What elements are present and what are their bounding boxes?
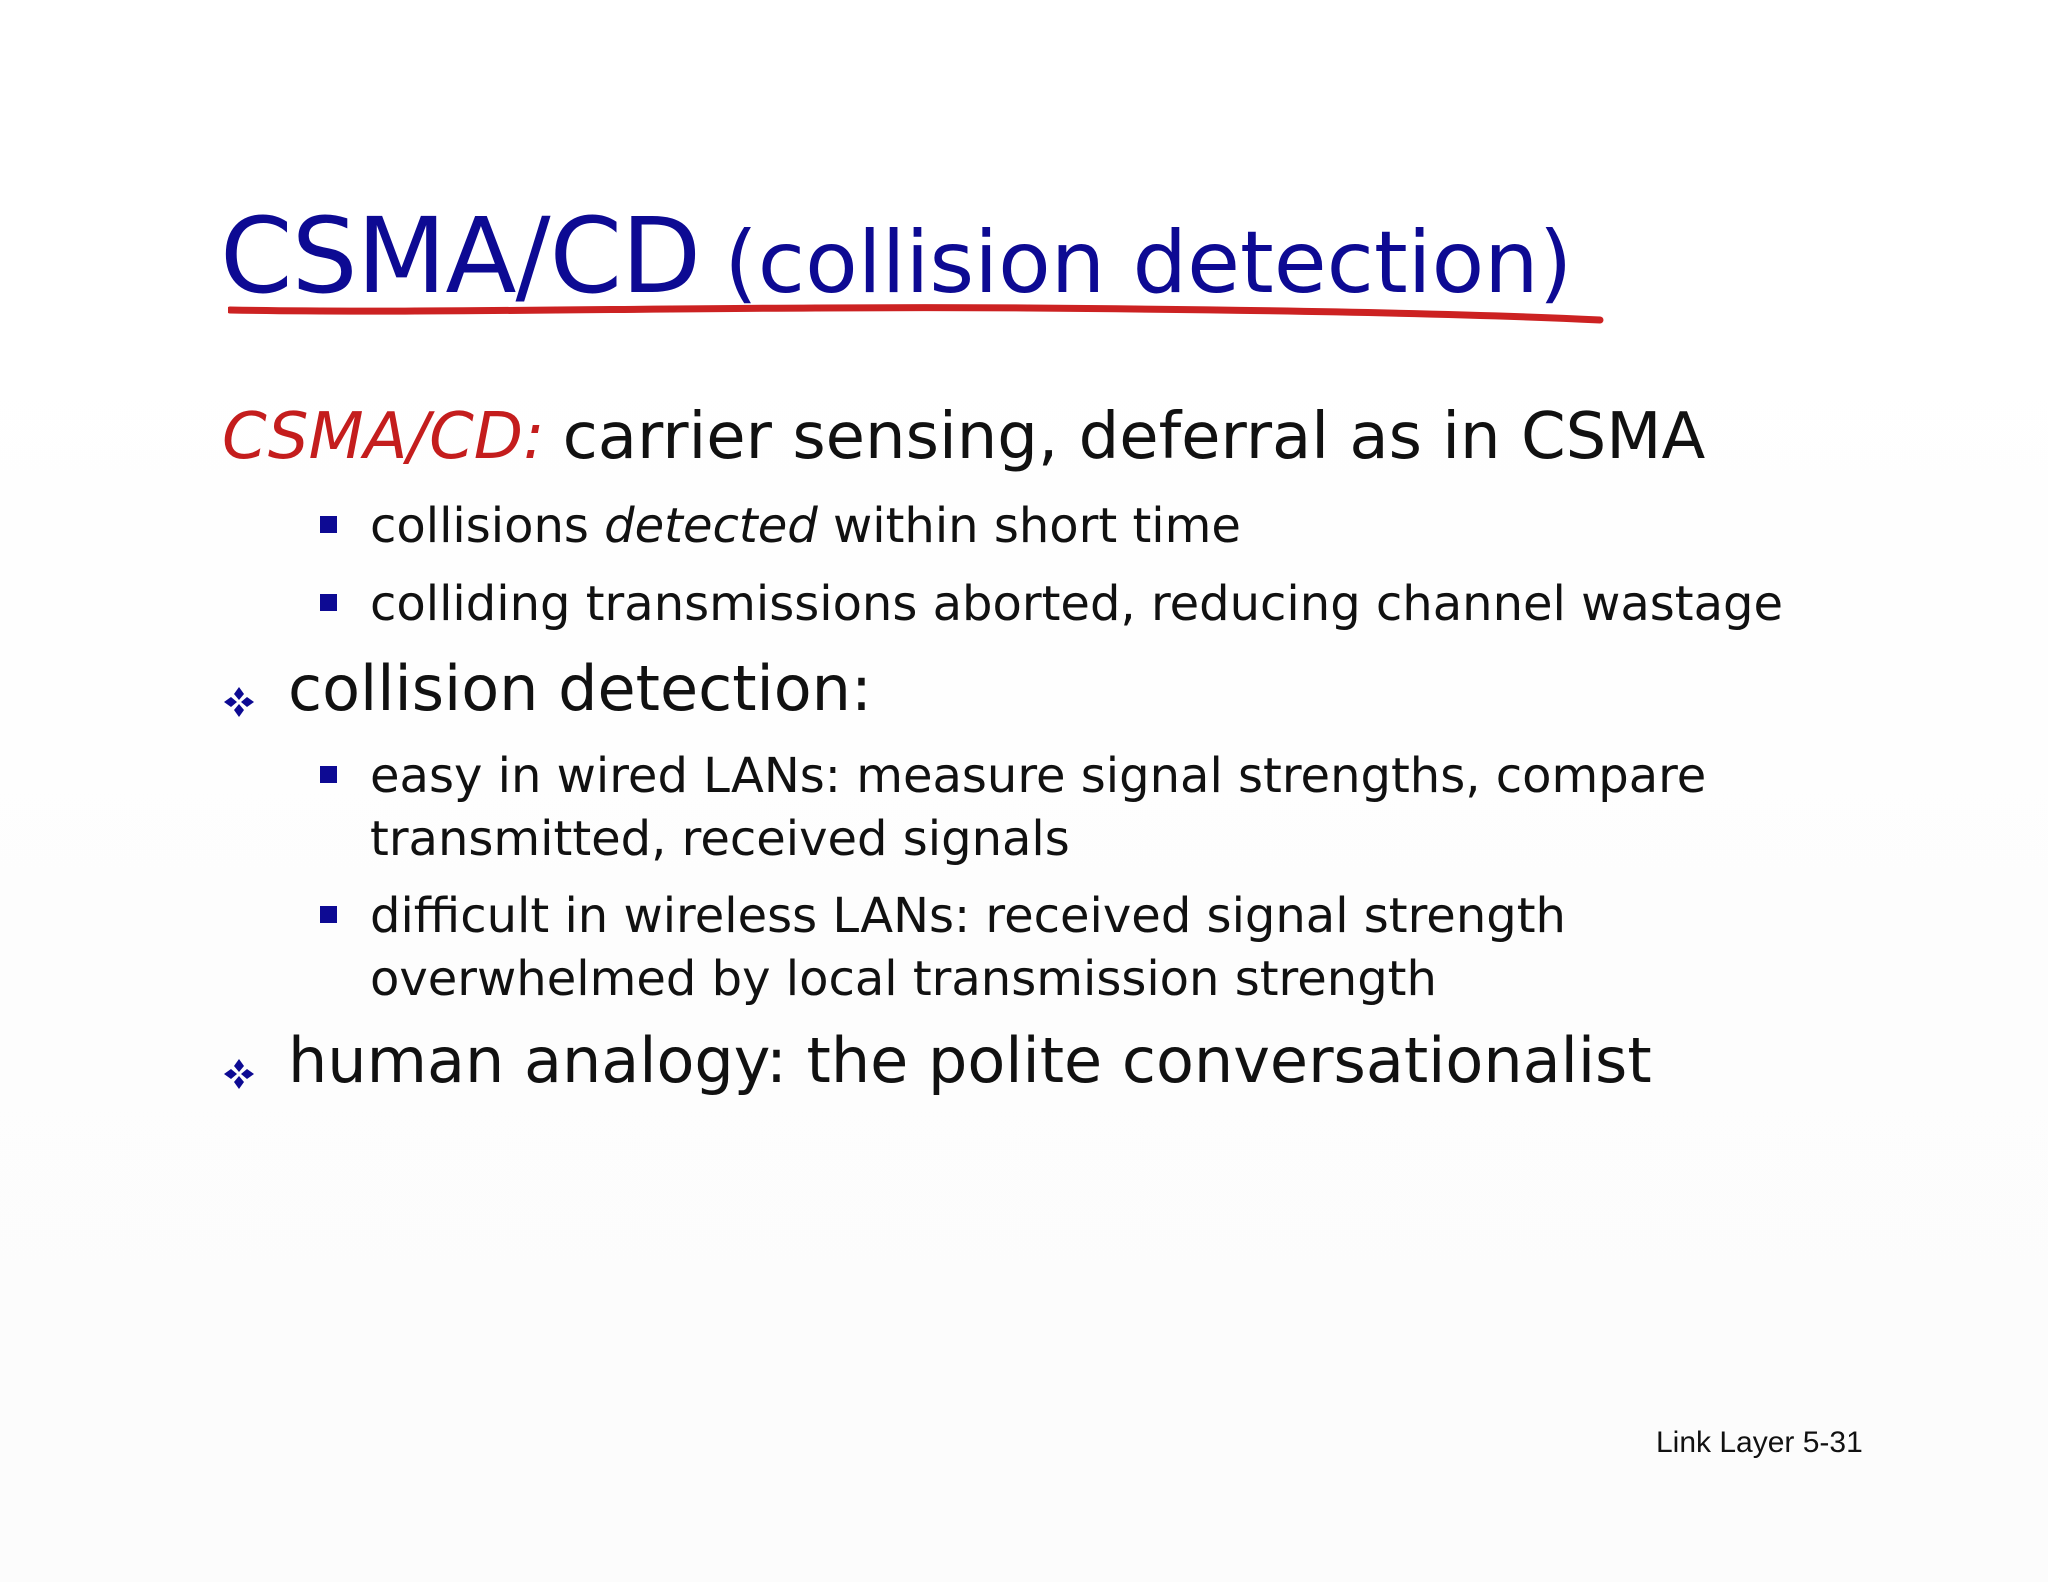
sub-text-line1: easy in wired LANs: measure signal strengths, compare	[370, 748, 1707, 804]
sub-bullet-wired	[370, 745, 1790, 871]
intro-line	[222, 400, 1705, 474]
title-main: CSMA/CD	[220, 195, 701, 317]
sub-text-italic: detected	[604, 498, 818, 554]
diamond-bullet-icon	[222, 685, 256, 719]
square-bullet-icon	[320, 594, 337, 611]
square-bullet-icon	[320, 906, 337, 923]
title-parenthetical: (collision detection)	[724, 213, 1573, 313]
point-collision-detection: collision detection:	[288, 652, 872, 725]
sub-text-after: within short time	[817, 498, 1241, 554]
intro-text: carrier sensing, deferral as in CSMA	[562, 400, 1706, 474]
sub-text-line1: difficult in wireless LANs: received signal strength	[370, 888, 1566, 944]
sub-text-before: collisions	[370, 498, 605, 554]
slide-footer: Link Layer 5-31	[1656, 1426, 1863, 1459]
diamond-bullet-icon	[222, 1057, 256, 1091]
sub-text-line2: transmitted, received signals	[370, 811, 1070, 867]
sub-bullet-aborted	[370, 573, 1790, 636]
square-bullet-icon	[320, 516, 337, 533]
square-bullet-icon	[320, 766, 337, 783]
sub-bullet-wireless	[370, 885, 1790, 1011]
title-underline	[228, 298, 1608, 328]
intro-emphasis: CSMA/CD:	[222, 400, 545, 474]
sub-bullet-detected	[370, 495, 1790, 558]
point-human-analogy: human analogy: the polite conversationalist	[288, 1024, 1652, 1097]
sub-text-line2: overwhelmed by local transmission strength	[370, 951, 1437, 1007]
sub-text: colliding transmissions aborted, reducing channel wastage	[370, 576, 1784, 632]
